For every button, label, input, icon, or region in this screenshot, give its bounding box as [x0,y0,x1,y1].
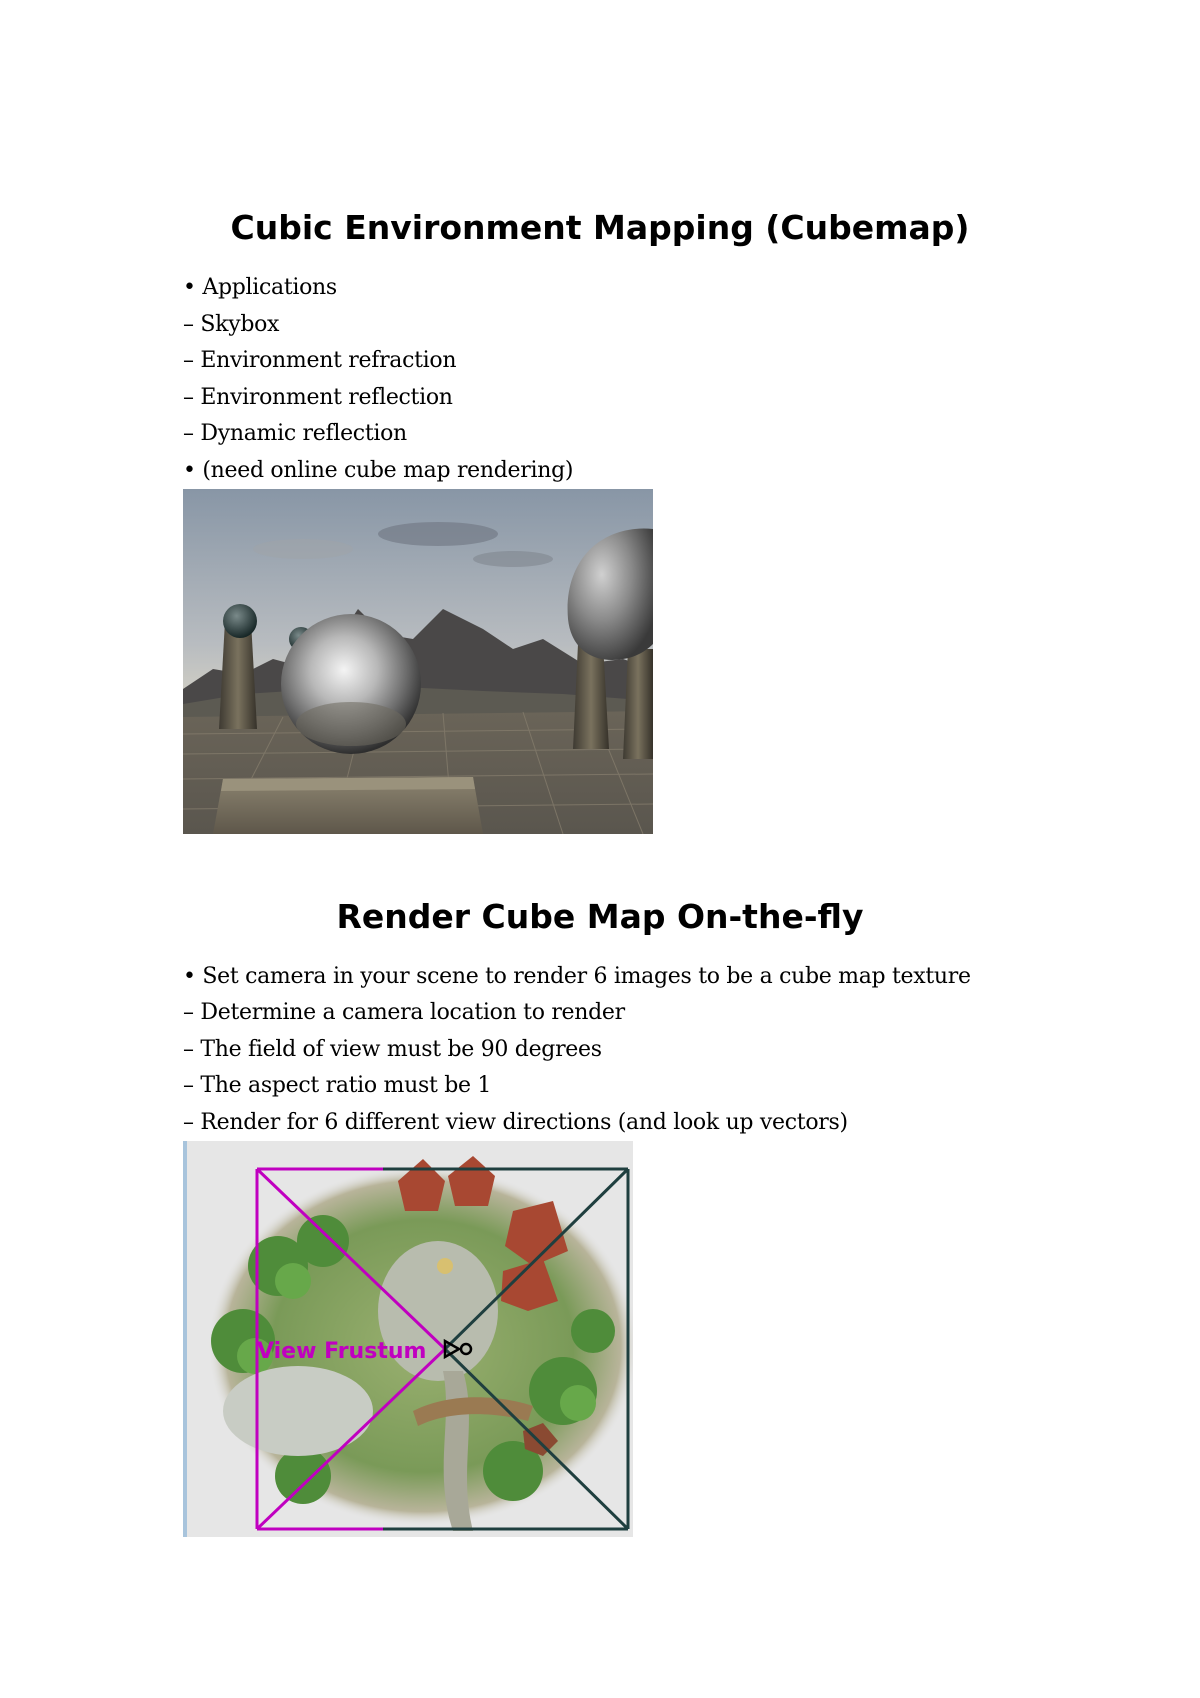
bullet-environment-refraction: – Environment refraction [183,348,457,373]
bullet-set-camera: • Set camera in your scene to render 6 images to be a cube map texture [183,964,971,989]
section2-title: Render Cube Map On-the-fly [336,897,864,936]
bullet-environment-reflection: – Environment reflection [183,385,453,410]
cubemap-scene-image [183,489,653,834]
bullet-view-directions: – Render for 6 different view directions (and look up vectors) [183,1110,848,1135]
bullet-aspect-ratio: – The aspect ratio must be 1 [183,1073,492,1098]
view-frustum-label: View Frustum [257,1339,427,1364]
bullet-field-of-view: – The field of view must be 90 degrees [183,1037,602,1062]
bullet-applications: • Applications [183,275,337,300]
bullet-camera-location: – Determine a camera location to render [183,1000,625,1025]
bullet-dynamic-reflection: – Dynamic reflection [183,421,407,446]
bullet-online-cubemap: • (need online cube map rendering) [183,458,574,483]
bullet-skybox: – Skybox [183,312,280,337]
view-frustum-figure [183,1141,633,1537]
section1-title: Cubic Environment Mapping (Cubemap) [230,208,970,247]
